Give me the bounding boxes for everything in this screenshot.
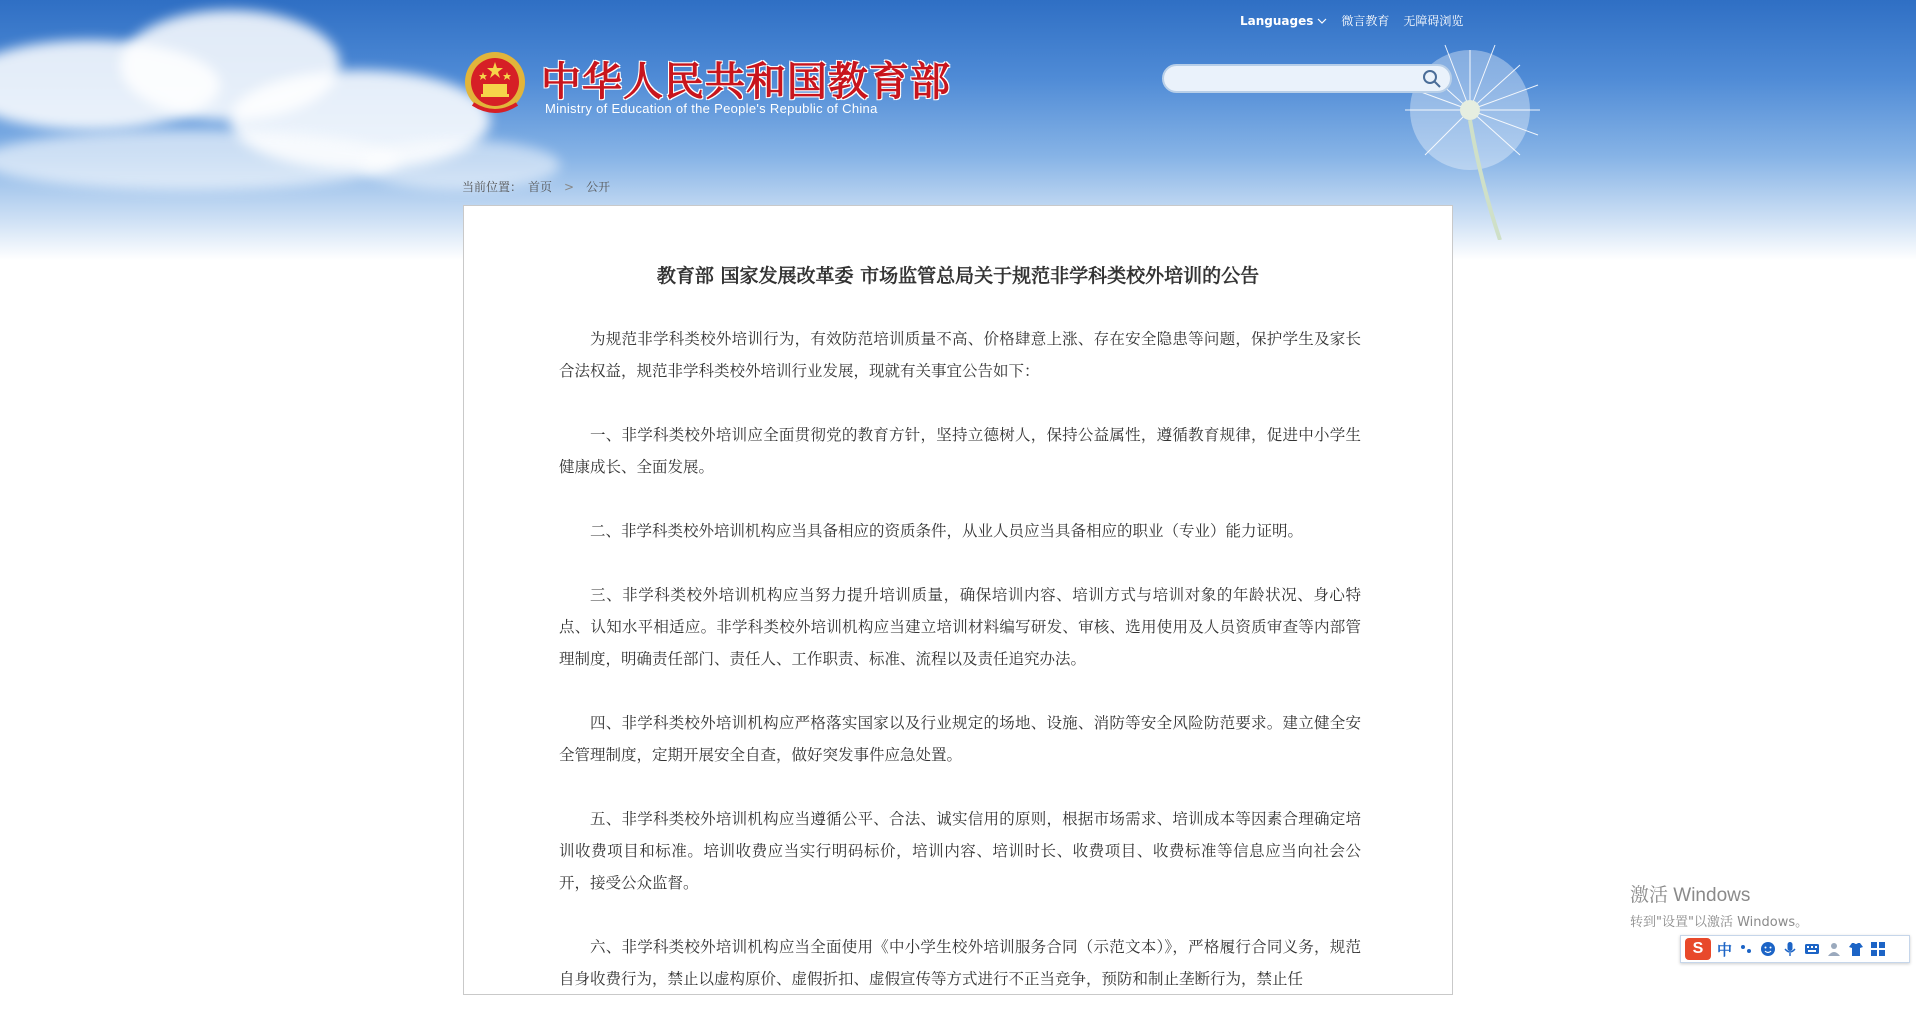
- chevron-down-icon: [1317, 17, 1327, 25]
- languages-label: Languages: [1240, 13, 1314, 28]
- article-paragraph: 二、非学科类校外培训机构应当具备相应的资质条件，从业人员应当具备相应的职业（专业）能力证明。: [590, 522, 1304, 540]
- accessibility-link[interactable]: 无障碍浏览: [1403, 14, 1464, 28]
- watermark-line1: 激活 Windows: [1630, 885, 1751, 906]
- site-title-en: Ministry of Education of the People's Republic of China: [545, 101, 878, 116]
- cloud-decoration: [0, 130, 400, 190]
- breadcrumb-home[interactable]: 首页: [528, 180, 553, 194]
- grid-icon[interactable]: [1870, 941, 1886, 957]
- sogou-logo[interactable]: S: [1685, 938, 1711, 960]
- ime-toolbar: [1680, 935, 1910, 963]
- search-icon[interactable]: [1422, 69, 1442, 89]
- weiyan-link[interactable]: 微言教育: [1341, 14, 1390, 28]
- article-paragraph: 六、非学科类校外培训机构应当全面使用《中小学生校外培训服务合同（示范文本）》，严格履行合同义务，规范自身收费行为，禁止以虚构原价、虚假折扣、虚假宣传等方式进行不正当竞争，预防和制止垄断行为，禁止任: [559, 938, 1361, 988]
- site-title-cn[interactable]: 中华人民共和国教育部: [541, 59, 951, 105]
- breadcrumb-label: 当前位置：: [462, 180, 523, 194]
- emoji-icon[interactable]: [1760, 941, 1776, 957]
- languages-menu[interactable]: [1240, 14, 1327, 28]
- article-paragraph: 三、非学科类校外培训机构应当努力提升培训质量，确保培训内容、培训方式与培训对象的年龄状况、身心特点、认知水平相适应。非学科类校外培训机构应当建立培训材料编写研发、审核、选用使用及人员资质审查等内部管理制度，明确责任部门、责任人、工作职责、标准、流程以及责任追究办法。: [559, 586, 1361, 668]
- user-icon[interactable]: [1826, 941, 1842, 957]
- article-title: 教育部 国家发展改革委 市场监管总局关于规范非学科类校外培训的公告: [656, 265, 1260, 287]
- article-paragraph: 一、非学科类校外培训应全面贯彻党的教育方针，坚持立德树人，保持公益属性，遵循教育规律，促进中小学生健康成长、全面发展。: [559, 426, 1361, 476]
- national-emblem-logo[interactable]: [463, 48, 527, 118]
- ime-mode-toggle[interactable]: 中: [1717, 940, 1733, 959]
- search-input[interactable]: [1176, 70, 1420, 90]
- keyboard-icon[interactable]: [1804, 941, 1820, 957]
- article-container: [463, 205, 1453, 995]
- article-paragraph: 为规范非学科类校外培训行为，有效防范培训质量不高、价格肆意上涨、存在安全隐患等问题，保护学生及家长合法权益，规范非学科类校外培训行业发展，现就有关事宜公告如下：: [559, 330, 1361, 380]
- article-body: [559, 323, 1361, 1027]
- breadcrumb-separator: >: [564, 179, 575, 194]
- breadcrumb: [462, 178, 610, 195]
- top-links: [1240, 12, 1463, 29]
- windows-activation-watermark: [1630, 880, 1808, 930]
- search-box: [1162, 64, 1452, 93]
- microphone-icon[interactable]: [1782, 941, 1798, 957]
- watermark-line2: 转到"设置"以激活 Windows。: [1630, 915, 1809, 930]
- article-paragraph: 五、非学科类校外培训机构应当遵循公平、合法、诚实信用的原则，根据市场需求、培训成本等因素合理确定培训收费项目和标准。培训收费应当实行明码标价，培训内容、培训时长、收费项目、收费标准等信息应当向社会公开，接受公众监督。: [559, 810, 1361, 892]
- punctuation-icon[interactable]: [1738, 941, 1754, 957]
- breadcrumb-current[interactable]: 公开: [586, 180, 611, 194]
- article-paragraph: 四、非学科类校外培训机构应严格落实国家以及行业规定的场地、设施、消防等安全风险防范要求。建立健全安全管理制度，定期开展安全自查，做好突发事件应急处置。: [559, 714, 1361, 764]
- skin-icon[interactable]: [1848, 941, 1864, 957]
